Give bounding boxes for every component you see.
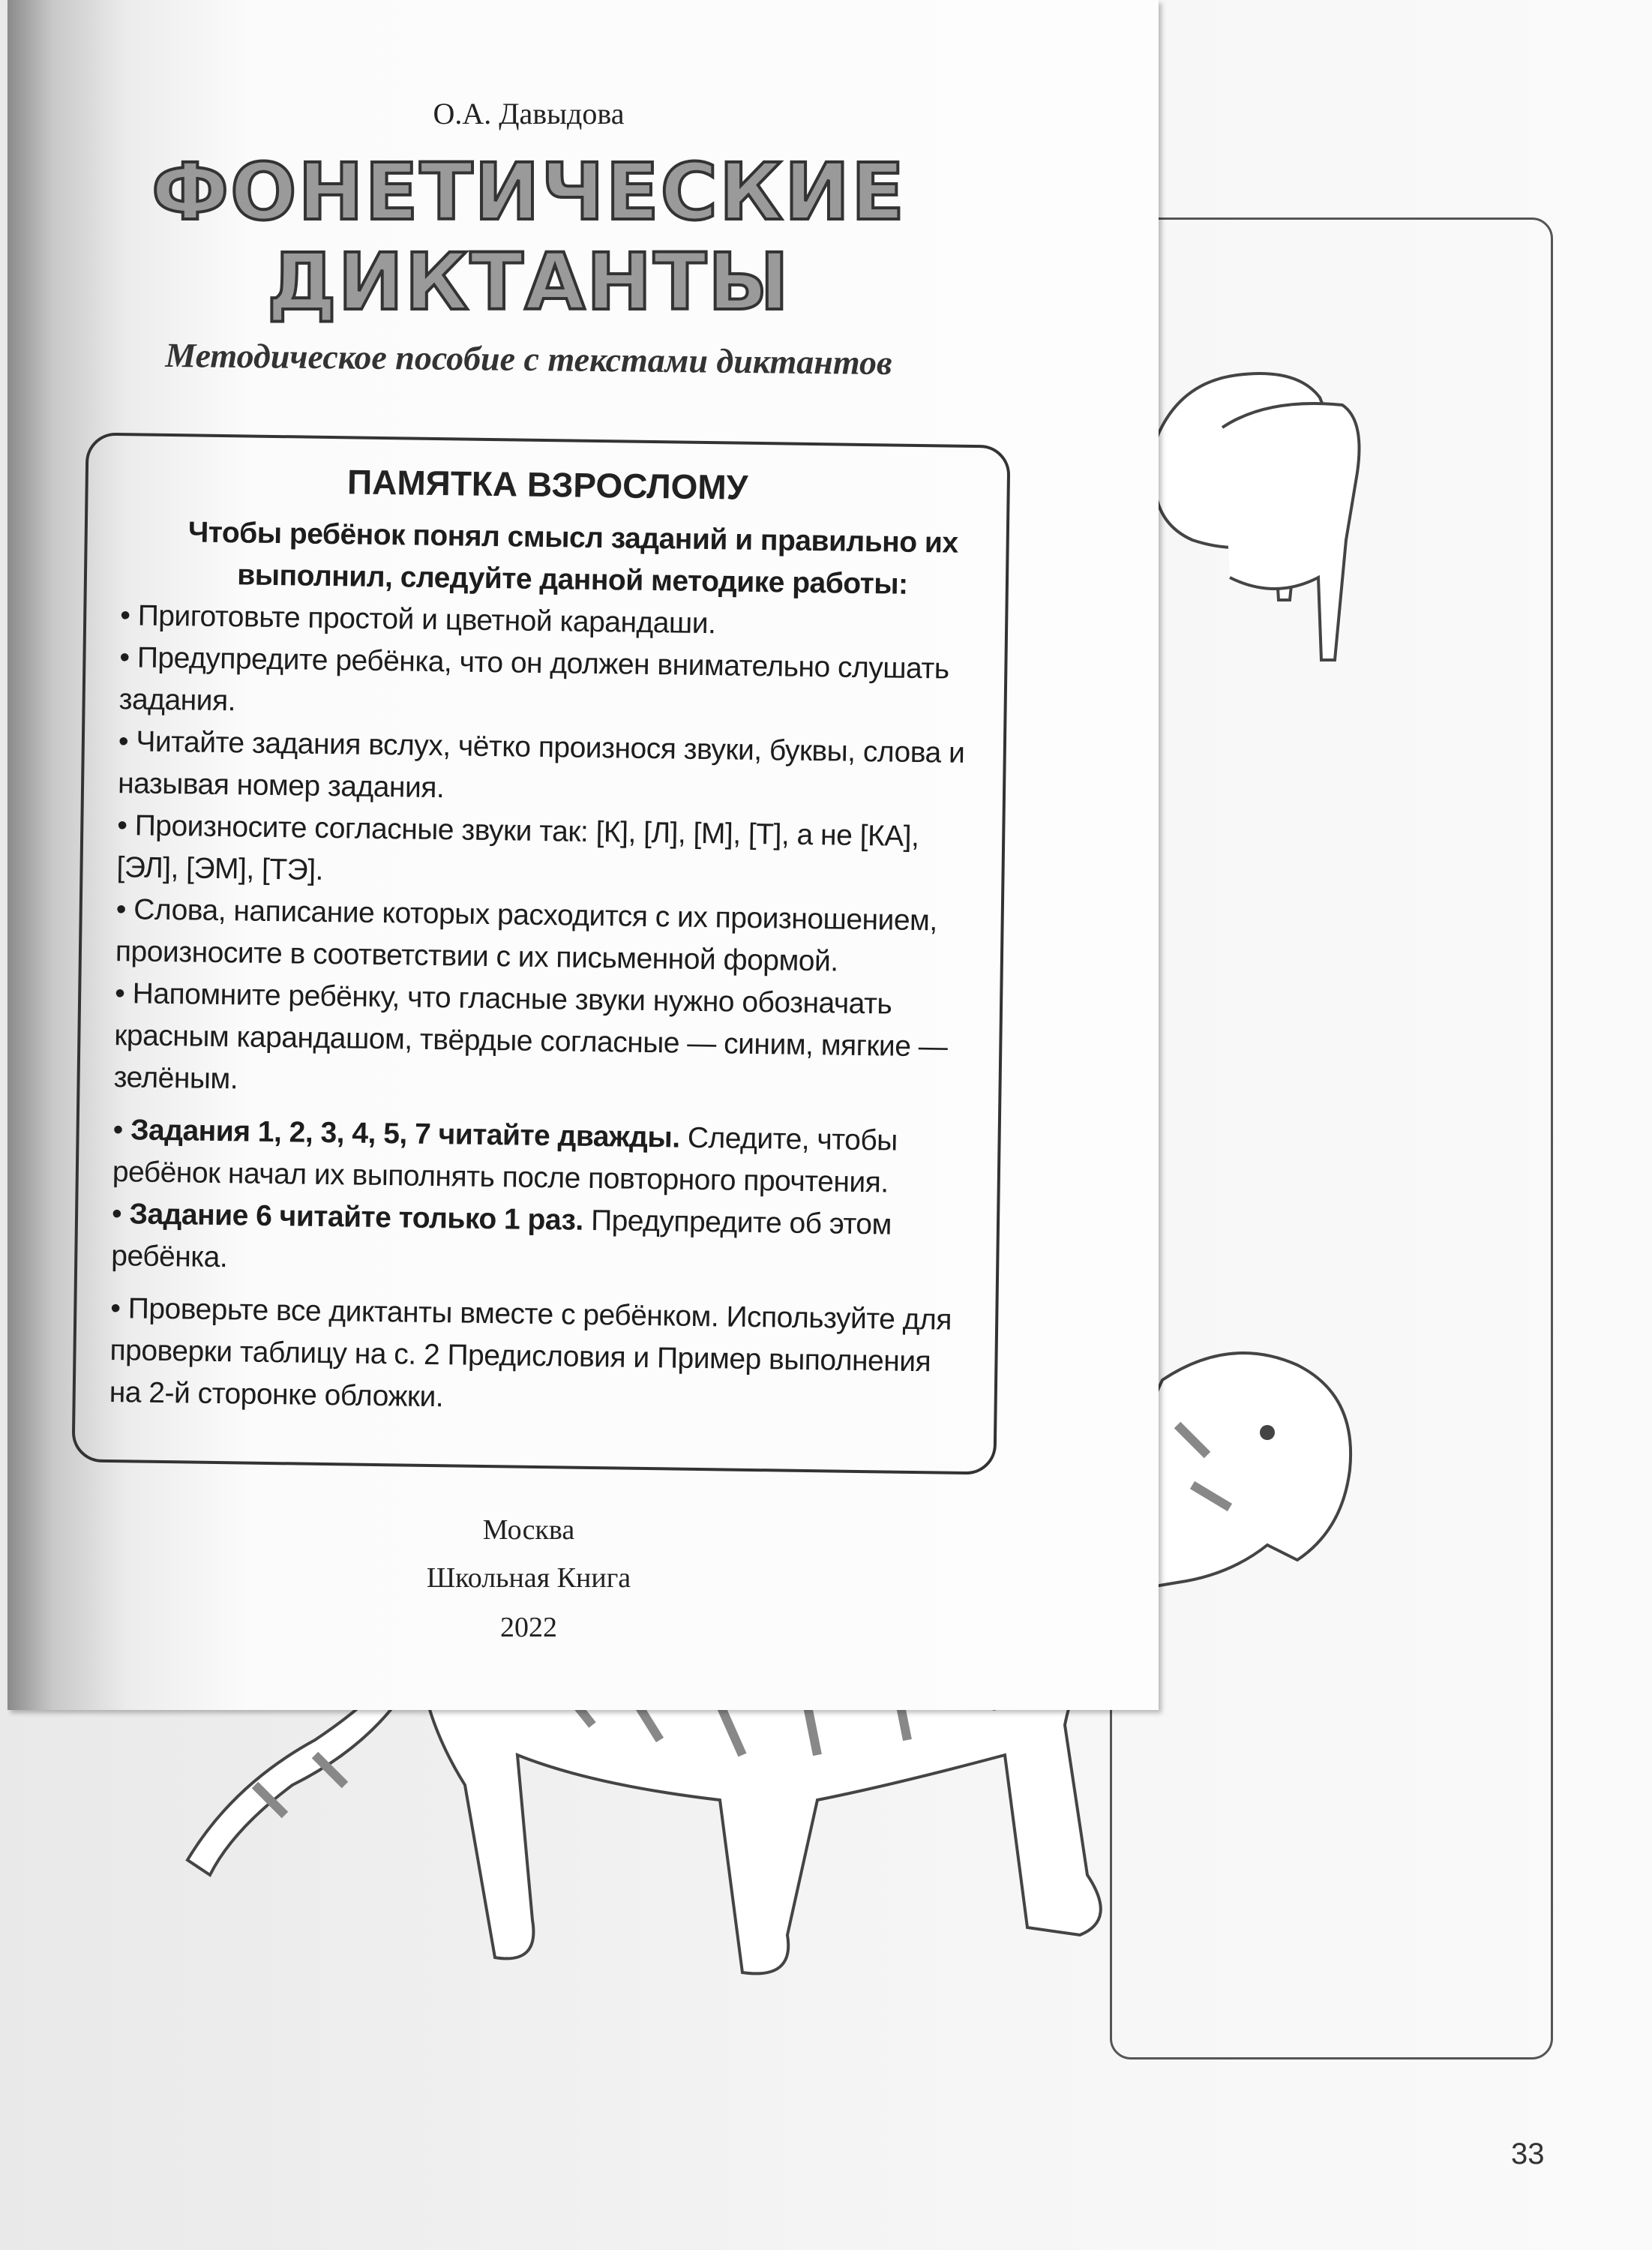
memo-item: • Задание 6 читайте только 1 раз. Предупредите об этом ребёнка. [111, 1198, 892, 1274]
memo-box [71, 432, 1010, 1474]
memo-item: • Напомните ребёнку, что гласные звуки нужно обозначать красным карандашом, твёрдые согласные — синим, мягкие — зелёным. [113, 977, 948, 1096]
memo-item-bold: Задания 1, 2, 3, 4, 5, 7 читайте дважды. [130, 1114, 680, 1154]
book-cover [7, 0, 1159, 1710]
memo-item-text: Приготовьте простой и цветной карандаши. [137, 599, 716, 640]
memo-item: • Слова, написание которых расходится с их произношением, произносите в соответствии с их письменной формой. [115, 893, 938, 978]
memo-item: • Задания 1, 2, 3, 4, 5, 7 читайте дважды. Следите, чтобы ребёнок начал их выполнять после повторного прочтения. [112, 1114, 898, 1199]
memo-item-text: Слова, написание которых расходится с их произношением, произносите в соответствии с их письменной формой. [115, 893, 938, 978]
memo-item-bold: Задание 6 читайте только 1 раз. [129, 1198, 584, 1237]
memo-item-text: Проверьте все диктанты вместе с ребёнком. Используйте для проверки таблицу на с. 2 Предисловия и Пример выполнения на 2-й сторонке обложки. [109, 1292, 952, 1414]
publisher: Школьная Книга [426, 1562, 631, 1594]
memo-item-text: Предупредите ребёнка, что он должен внимательно слушать задания. [118, 641, 949, 718]
title-line-2: ДИКТАНТЫ [267, 236, 790, 328]
memo-intro: Чтобы ребёнок понял смысл заданий и правильно их выполнил, следуйте данной методике работы: [187, 516, 958, 601]
memo-item-text: Читайте задания вслух, чётко произнося звуки, буквы, слова и называя номер задания. [117, 725, 965, 805]
memo-item-text: Следите, чтобы ребёнок начал их выполнять после повторного прочтения. [112, 1121, 898, 1199]
page-number: 33 [1511, 2138, 1545, 2170]
memo-item-text: Напомните ребёнку, что гласные звуки нужно обозначать красным карандашом, твёрдые согласные — синим, мягкие — зелёным. [113, 977, 948, 1096]
title-line-1: ФОНЕТИЧЕСКИЕ [151, 146, 907, 238]
memo-item-text: Произносите согласные звуки так: [К], [Л], [М], [Т], а не [КА], [ЭЛ], [ЭМ], [ТЭ]. [116, 809, 919, 886]
memo-item: • Произносите согласные звуки так: [К], [Л], [М], [Т], а не [КА], [ЭЛ], [ЭМ], [ТЭ]. [116, 809, 919, 886]
memo-item: • Проверьте все диктанты вместе с ребёнком. Используйте для проверки таблицу на с. 2 Предисловия и Пример выполнения на 2-й сторонке обложки. [109, 1292, 952, 1414]
memo-body [109, 511, 980, 1426]
author: О.А. Давыдова [433, 97, 625, 130]
memo-item: • Приготовьте простой и цветной карандаши. [119, 599, 716, 640]
publication-year: 2022 [500, 1612, 557, 1643]
shoes-illustration [1147, 352, 1372, 675]
memo-item: • Предупредите ребёнка, что он должен внимательно слушать задания. [118, 641, 949, 718]
memo-item: • Читайте задания вслух, чётко произнося звуки, буквы, слова и называя номер задания. [117, 725, 965, 805]
memo-item-text: Предупредите об этом ребёнка. [111, 1204, 892, 1274]
memo-title: ПАМЯТКА ВЗРОСЛОМУ [346, 462, 748, 507]
publication-city: Москва [482, 1514, 575, 1546]
subtitle: Методическое пособие с текстами диктантов [165, 335, 892, 382]
